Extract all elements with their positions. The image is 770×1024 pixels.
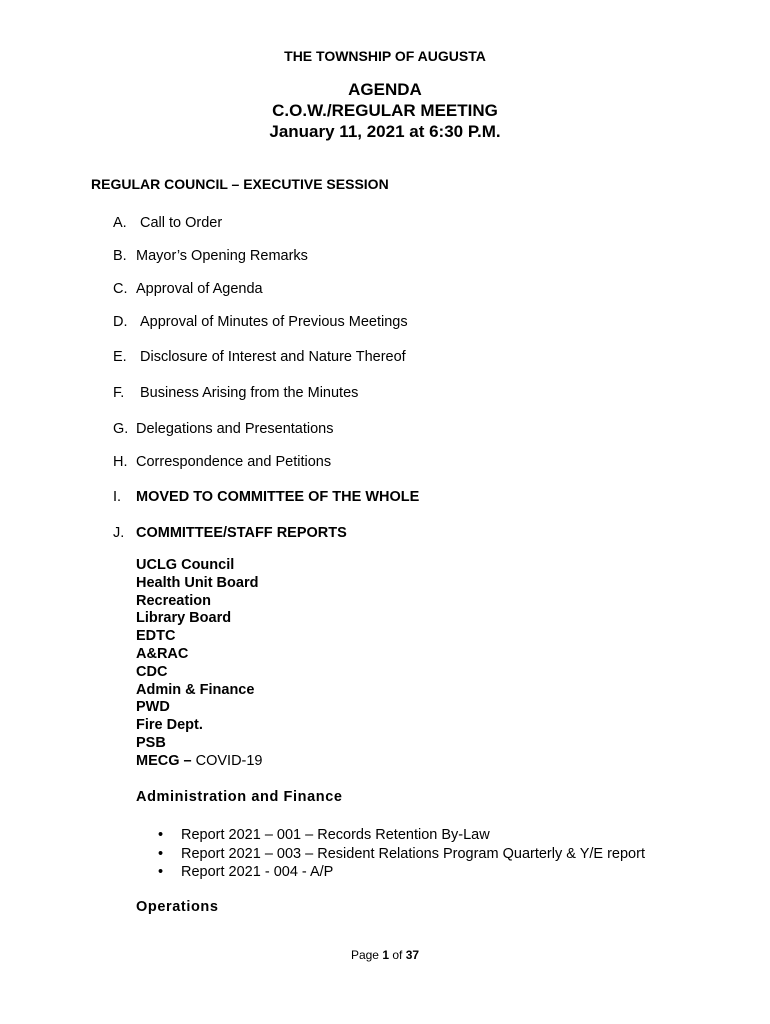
agenda-item-letter: G.	[113, 421, 129, 437]
township-name: THE TOWNSHIP OF AUGUSTA	[284, 48, 486, 64]
bullet-icon: •	[158, 845, 164, 862]
admin-finance-item-text: Report 2021 – 003 – Resident Relations Program Quarterly & Y/E report	[181, 845, 645, 862]
mecg-note: COVID-19	[191, 752, 263, 769]
agenda-item-text: Call to Order	[140, 215, 223, 231]
agenda-item-letter: H.	[113, 454, 128, 470]
agenda-item-text: MOVED TO COMMITTEE OF THE WHOLE	[136, 489, 420, 505]
section-title: REGULAR COUNCIL – EXECUTIVE SESSION	[91, 176, 389, 192]
admin-finance-heading: Administration and Finance	[136, 789, 343, 805]
committee-report-item: CDC	[136, 663, 168, 680]
committee-report-item: Library Board	[136, 610, 232, 627]
committee-report-item-mecg	[136, 753, 263, 771]
agenda-item-text: Approval of Agenda	[136, 281, 263, 297]
agenda-item-text: Mayor’s Opening Remarks	[136, 248, 308, 264]
agenda-item-letter: J.	[113, 525, 125, 541]
agenda-item-letter: E.	[113, 349, 127, 365]
agenda-item-letter: C.	[113, 281, 128, 297]
committee-report-item: Admin & Finance	[136, 681, 255, 698]
meeting-date: January 11, 2021 at 6:30 P.M.	[269, 122, 501, 141]
committee-report-item: Fire Dept.	[136, 717, 203, 734]
agenda-item-text: Disclosure of Interest and Nature Thereof	[140, 349, 406, 365]
agenda-item-text: Approval of Minutes of Previous Meetings	[140, 314, 408, 330]
committee-reports-list	[136, 557, 263, 771]
agenda-item-letter: I.	[113, 489, 122, 505]
committee-report-item: Health Unit Board	[136, 574, 259, 591]
committee-report-item: PWD	[136, 699, 170, 716]
admin-finance-item-text: Report 2021 – 001 – Records Retention By-Law	[181, 827, 490, 843]
of-word: of	[392, 948, 403, 962]
mecg-label: MECG –	[136, 752, 192, 769]
agenda-item-letter: D.	[113, 314, 128, 330]
agenda-item-text: COMMITTEE/STAFF REPORTS	[136, 525, 347, 541]
bullet-icon: •	[158, 864, 164, 880]
current-page-number: 1	[382, 948, 389, 962]
bullet-icon: •	[158, 827, 164, 843]
committee-report-item: PSB	[136, 734, 166, 751]
committee-report-item: Recreation	[136, 592, 211, 609]
admin-finance-item-text: Report 2021 - 004 - A/P	[181, 864, 334, 880]
committee-report-item: EDTC	[136, 628, 176, 645]
agenda-title-block	[0, 79, 770, 142]
committee-report-item: UCLG Council	[136, 557, 235, 573]
meeting-type: C.O.W./REGULAR MEETING	[272, 101, 498, 120]
agenda-item-letter: B.	[113, 248, 127, 264]
total-pages-number: 37	[405, 948, 420, 962]
page-word: Page	[350, 948, 379, 962]
agenda-item-letter: A.	[113, 215, 127, 231]
agenda-item-text: Correspondence and Petitions	[136, 454, 332, 470]
committee-report-item: A&RAC	[136, 645, 189, 662]
agenda-item-text: Business Arising from the Minutes	[140, 385, 359, 401]
agenda-item-text: Delegations and Presentations	[136, 421, 334, 437]
operations-heading: Operations	[136, 899, 219, 915]
page-footer	[0, 948, 770, 962]
agenda-item-letter: F.	[113, 385, 125, 401]
agenda-title: AGENDA	[348, 80, 422, 99]
